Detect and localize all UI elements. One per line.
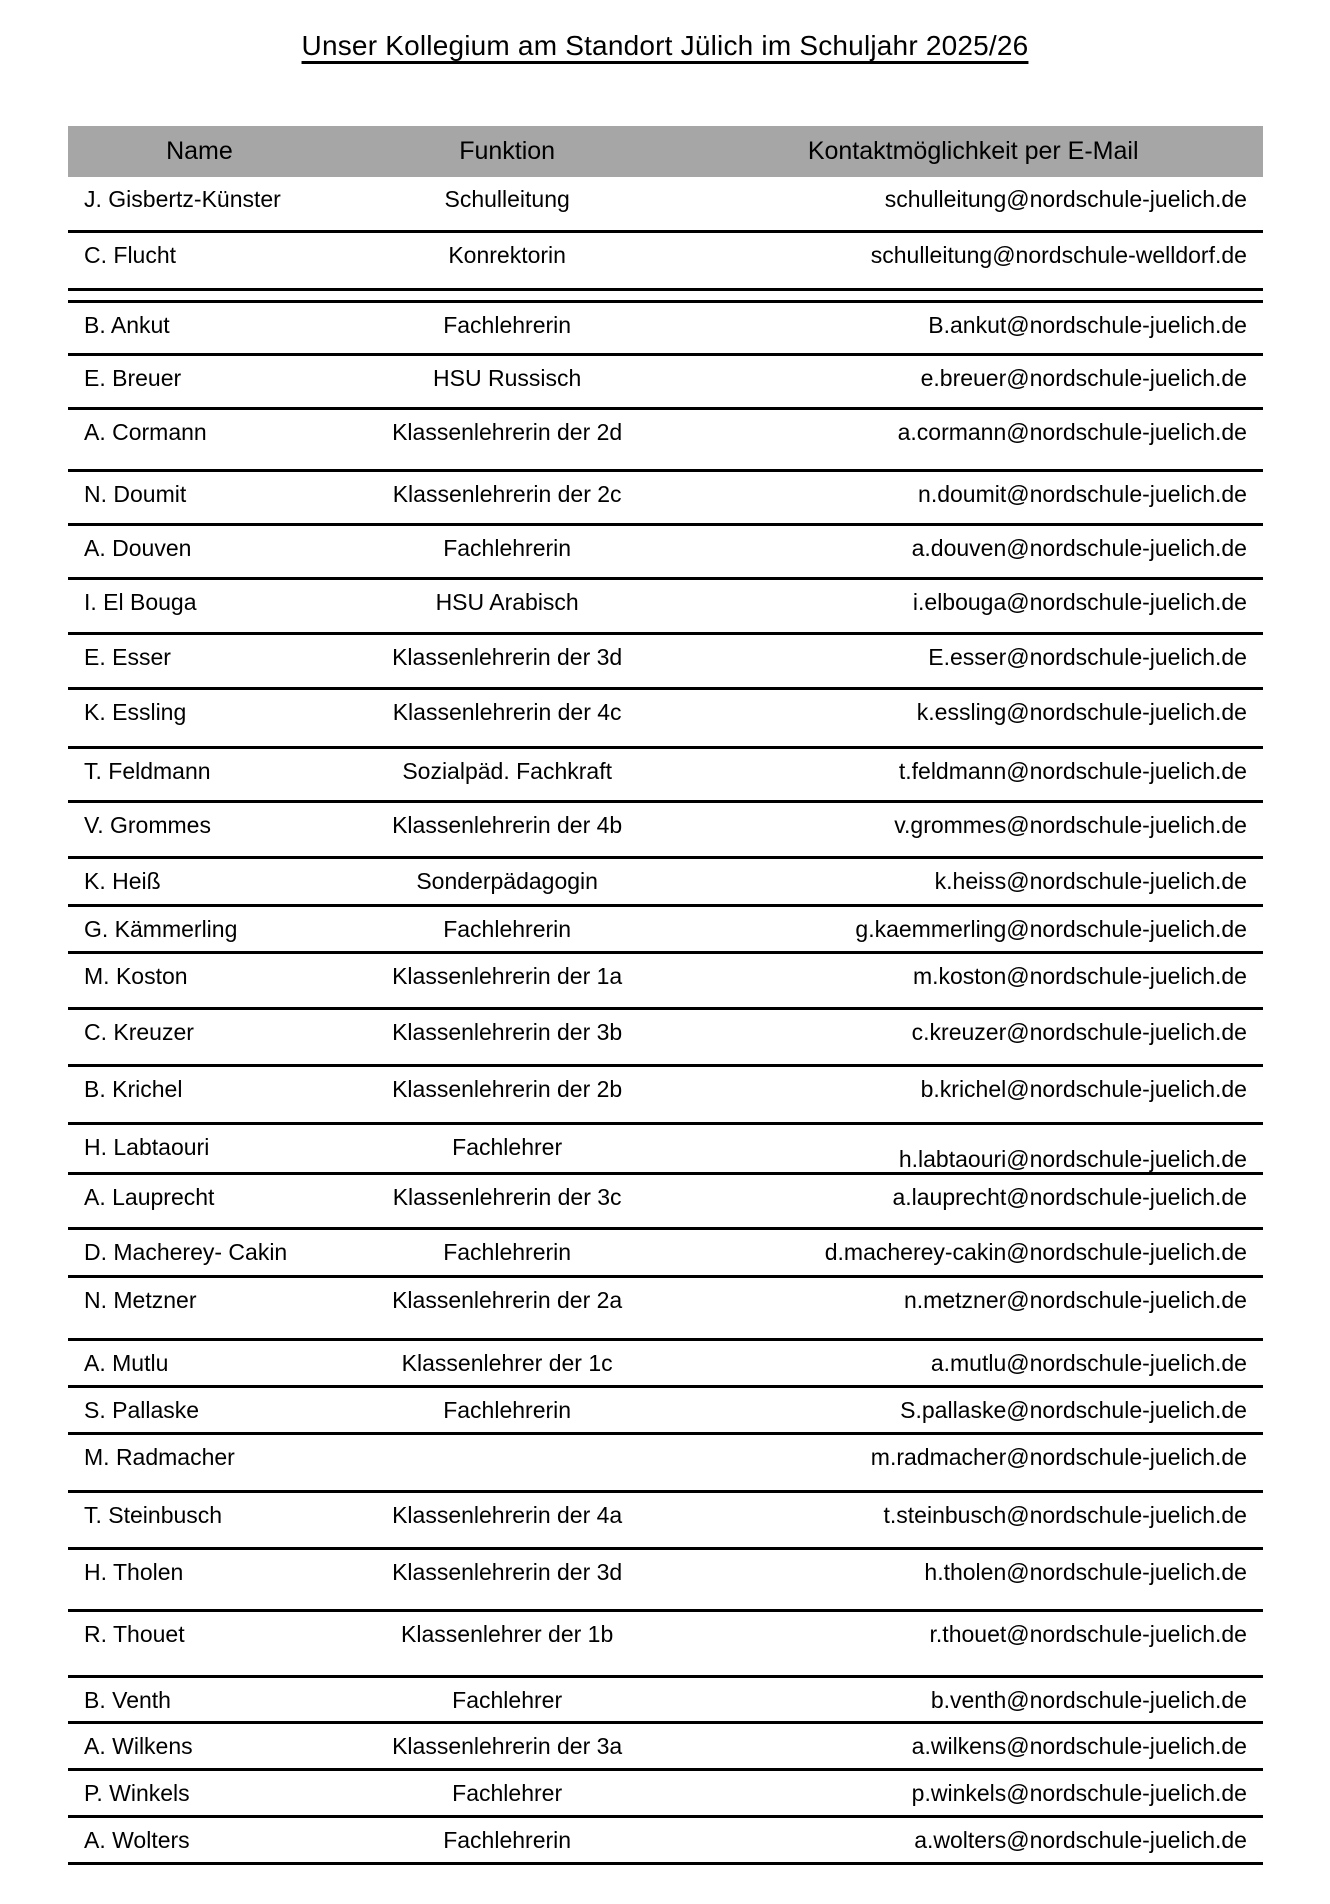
table-row [68,1771,1263,1818]
staff-email: e.breuer@nordschule-juelich.de [920,365,1247,391]
table-row [68,526,1263,580]
staff-email: a.wilkens@nordschule-juelich.de [911,1733,1247,1760]
staff-email: g.kaemmerling@nordschule-juelich.de [855,916,1247,942]
staff-funktion: Klassenlehrerin der 3d [392,644,623,670]
staff-name: J. Gisbertz-Künster [84,186,281,212]
table-row [68,1724,1263,1771]
table-row [68,580,1263,635]
staff-email: h.tholen@nordschule-juelich.de [924,1559,1247,1586]
staff-email: d.macherey-cakin@nordschule-juelich.de [824,1239,1247,1266]
staff-email: v.grommes@nordschule-juelich.de [894,812,1247,838]
staff-name: K. Heiß [84,868,161,894]
staff-funktion: Klassenlehrerin der 1a [392,963,623,989]
staff-name: D. Macherey- Cakin [84,1239,288,1266]
table-row [68,1278,1263,1341]
staff-email: c.kreuzer@nordschule-juelich.de [911,1019,1247,1045]
staff-email: t.steinbusch@nordschule-juelich.de [883,1502,1247,1529]
staff-funktion: Klassenlehrerin der 4a [392,1502,623,1529]
staff-name: C. Flucht [84,242,177,268]
table-row [68,859,1263,907]
staff-name: A. Mutlu [84,1350,169,1377]
staff-name: A. Wilkens [84,1733,193,1760]
table-row [68,1125,1263,1175]
staff-email: schulleitung@nordschule-welldorf.de [870,242,1247,268]
staff-name: T. Steinbusch [84,1502,223,1529]
staff-email: a.wolters@nordschule-juelich.de [914,1827,1247,1854]
table-row [68,749,1263,803]
staff-funktion: Fachlehrerin [443,916,572,942]
staff-email: m.koston@nordschule-juelich.de [912,963,1247,989]
table-row [68,1550,1263,1612]
table-header-row [68,126,1263,177]
staff-funktion: Klassenlehrerin der 3a [392,1733,623,1760]
table-row [68,1341,1263,1388]
table-row [68,233,1263,291]
staff-funktion: HSU Russisch [433,365,582,391]
staff-funktion: Klassenlehrerin der 2d [392,419,623,445]
staff-funktion: Fachlehrer [452,1687,563,1714]
staff-funktion: Klassenlehrerin der 4c [392,699,622,725]
staff-funktion: Konrektorin [448,242,566,268]
table-row [68,177,1263,233]
table-body [68,177,1263,1865]
staff-funktion: Klassenlehrerin der 3b [392,1019,623,1045]
table-row [68,690,1263,749]
staff-funktion: Klassenlehrerin der 3d [392,1559,623,1586]
staff-funktion: Fachlehrerin [443,535,572,561]
staff-funktion: Klassenlehrerin der 2b [392,1076,623,1102]
table-row [68,1435,1263,1493]
staff-name: M. Koston [84,963,188,989]
staff-funktion: Klassenlehrerin der 2c [392,481,622,507]
table-row [68,635,1263,690]
staff-funktion: Sozialpäd. Fachkraft [402,758,612,784]
staff-name: H. Tholen [84,1559,184,1586]
staff-name: P. Winkels [84,1780,190,1807]
staff-funktion: Schulleitung [444,186,570,212]
column-header-funktion: Funktion [459,137,556,166]
staff-name: G. Kämmerling [84,916,238,942]
staff-name: H. Labtaouri [84,1134,210,1160]
table-row [68,410,1263,472]
section-divider-line [68,291,1263,303]
staff-email: i.elbouga@nordschule-juelich.de [912,589,1247,615]
staff-name: B. Ankut [84,312,170,338]
staff-funktion: Sonderpädagogin [416,868,598,894]
staff-name: N. Doumit [84,481,187,507]
table-row [68,1612,1263,1678]
staff-email: r.thouet@nordschule-juelich.de [929,1621,1247,1648]
table-group-leadership [68,177,1263,291]
column-header-name: Name [166,137,233,166]
staff-email: h.labtaouri@nordschule-juelich.de [898,1146,1247,1172]
staff-name: C. Kreuzer [84,1019,194,1045]
staff-name: A. Douven [84,535,192,561]
staff-funktion: HSU Arabisch [435,589,579,615]
table-row [68,954,1263,1010]
staff-email: B.ankut@nordschule-juelich.de [928,312,1247,338]
staff-email: b.krichel@nordschule-juelich.de [920,1076,1247,1102]
staff-email: k.essling@nordschule-juelich.de [916,699,1247,725]
table-row [68,907,1263,954]
table-row [68,1067,1263,1125]
table-row [68,1493,1263,1550]
staff-funktion: Fachlehrer [452,1134,563,1160]
staff-name: B. Krichel [84,1076,183,1102]
staff-email: S.pallaske@nordschule-juelich.de [900,1397,1247,1424]
table-row [68,303,1263,356]
staff-name: M. Radmacher [84,1444,235,1471]
staff-funktion: Klassenlehrerin der 2a [392,1287,623,1314]
staff-email: k.heiss@nordschule-juelich.de [934,868,1247,894]
table-row [68,356,1263,410]
staff-email: n.metzner@nordschule-juelich.de [904,1287,1247,1314]
staff-name: A. Wolters [84,1827,190,1854]
staff-name: R. Thouet [84,1621,185,1648]
staff-email: a.lauprecht@nordschule-juelich.de [892,1184,1247,1211]
staff-name: V. Grommes [84,812,211,838]
staff-funktion: Fachlehrerin [443,1239,572,1266]
staff-email: a.cormann@nordschule-juelich.de [897,419,1247,445]
staff-name: E. Breuer [84,365,182,391]
staff-email: schulleitung@nordschule-juelich.de [884,186,1247,212]
staff-funktion: Klassenlehrerin der 3c [392,1184,622,1211]
staff-email: b.venth@nordschule-juelich.de [930,1687,1247,1714]
staff-funktion: Klassenlehrerin der 4b [392,812,623,838]
staff-email: t.feldmann@nordschule-juelich.de [898,758,1247,784]
staff-funktion: Fachlehrerin [443,312,572,338]
page-title: Unser Kollegium am Standort Jülich im Schuljahr 2025/26 [301,30,1029,61]
staff-funktion: Klassenlehrer der 1b [401,1621,614,1648]
table-row [68,1010,1263,1067]
staff-name: S. Pallaske [84,1397,200,1424]
table-group-staff [68,303,1263,1865]
table-row [68,1175,1263,1230]
table-row [68,1230,1263,1278]
staff-email: a.mutlu@nordschule-juelich.de [930,1350,1247,1377]
staff-name: N. Metzner [84,1287,197,1314]
staff-name: K. Essling [84,699,187,725]
staff-email: n.doumit@nordschule-juelich.de [918,481,1247,507]
staff-funktion: Fachlehrerin [443,1827,572,1854]
staff-funktion: Klassenlehrer der 1c [401,1350,613,1377]
column-header-email: Kontaktmöglichkeit per E-Mail [807,137,1139,166]
table-row [68,472,1263,526]
staff-name: A. Cormann [84,419,207,445]
table-row [68,1818,1263,1865]
staff-name: I. El Bouga [84,589,197,615]
staff-name: T. Feldmann [84,758,211,784]
staff-name: A. Lauprecht [84,1184,215,1211]
staff-email: m.radmacher@nordschule-juelich.de [870,1444,1247,1471]
staff-name: E. Esser [84,644,171,670]
table-row [68,803,1263,859]
table-row [68,1388,1263,1435]
staff-name: B. Venth [84,1687,171,1714]
table-row [68,1678,1263,1724]
staff-table [68,126,1263,1865]
staff-email: p.winkels@nordschule-juelich.de [911,1780,1247,1807]
staff-funktion: Fachlehrerin [443,1397,572,1424]
staff-email: E.esser@nordschule-juelich.de [928,644,1247,670]
staff-funktion: Fachlehrer [452,1780,563,1807]
staff-email: a.douven@nordschule-juelich.de [911,535,1247,561]
staff-funktion [331,1435,684,1490]
